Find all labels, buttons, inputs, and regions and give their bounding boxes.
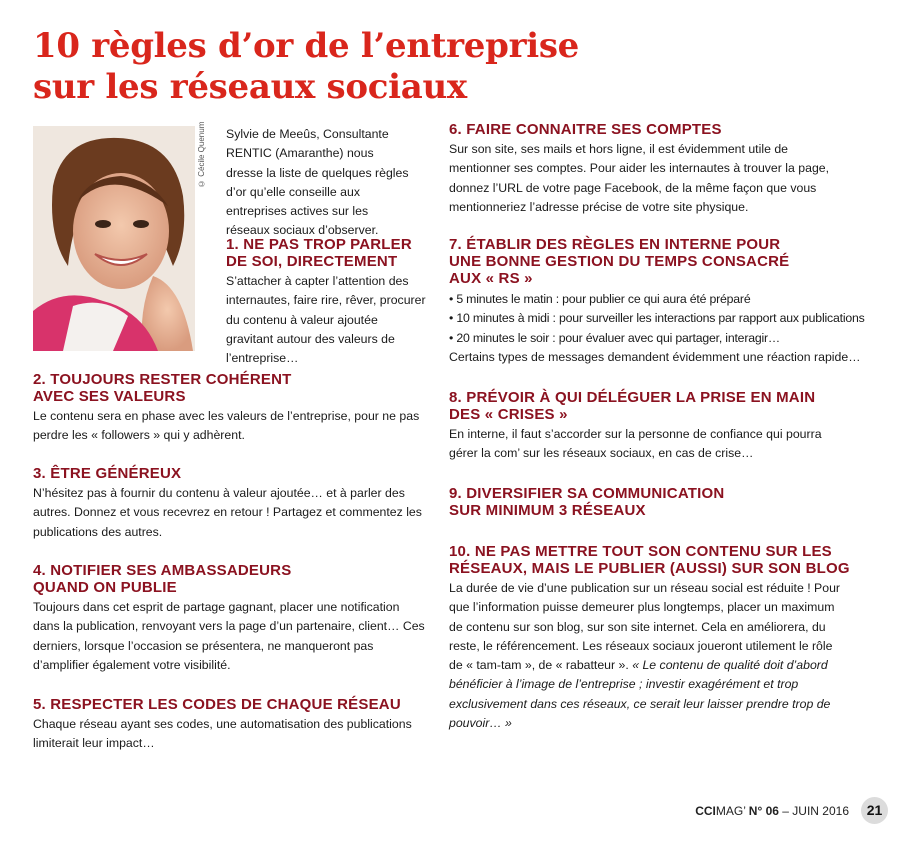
rule-heading-line: DE SOI, DIRECTEMENT xyxy=(226,253,398,270)
rule-heading-line: DES « CRISES » xyxy=(449,406,568,423)
rule-body-text: La durée de vie d’une publication sur un réseau social est réduite ! Pour que l’information puisse demeurer plus longtemps, placer un maximum de contenu sur son blog, sur son site internet. Cela en améliorera, du reste, le référencement. Les réseaux sociaux joueront utilement le rôle de « tam-tam », de « rabatteur ». xyxy=(449,581,841,673)
rule-heading-line: AUX « RS » xyxy=(449,270,533,287)
article-title xyxy=(33,26,579,108)
rule-body xyxy=(449,579,841,733)
rule-body: Certains types de messages demandent évidemment une réaction rapide… xyxy=(449,349,861,364)
rule-heading xyxy=(449,543,850,577)
rule-heading xyxy=(226,236,426,270)
rule-3 xyxy=(33,465,428,542)
rule-heading-line: 3. ÊTRE GÉNÉREUX xyxy=(33,465,182,482)
rule-1 xyxy=(226,236,426,368)
rule-2 xyxy=(33,371,428,446)
rule-6 xyxy=(449,121,841,217)
rule-quote: « Le contenu de qualité doit d’abord bénéficier à l’image de l’entreprise ; investir exagérément et trop exclusivement dans ces réseaux, ce serait leur laisser prendre trop de pouvoir… » xyxy=(449,658,831,731)
rule-heading xyxy=(33,696,428,713)
rule-heading-line: 4. NOTIFIER SES AMBASSADEURS xyxy=(33,562,292,579)
footer-brand: CCI xyxy=(695,804,716,818)
rule-7 xyxy=(449,236,865,367)
rule-heading-line: QUAND ON PUBLIE xyxy=(33,579,177,596)
page-number: 21 xyxy=(861,797,888,824)
rule-heading-line: 6. FAIRE CONNAITRE SES COMPTES xyxy=(449,121,722,138)
rule-body: S’attacher à capter l’attention des internautes, faire rire, rêver, procurer du contenu à valeur ajoutée gravitant autour des valeurs de l’entreprise… xyxy=(226,274,426,366)
footer-issue-number: N° 06 xyxy=(748,804,779,818)
rule-heading xyxy=(33,371,428,405)
list-item: • 20 minutes le soir : pour évaluer avec qui partager, interagir… xyxy=(449,330,781,345)
title-line-2: sur les réseaux sociaux xyxy=(33,67,467,107)
rule-heading xyxy=(33,562,428,596)
rule-heading xyxy=(449,389,841,423)
title-line-1: 10 règles d’or de l’entreprise xyxy=(33,26,580,66)
rule-body: En interne, il faut s’accorder sur la personne de confiance qui pourra gérer la com’ sur les réseaux sociaux, en cas de crise… xyxy=(449,427,822,461)
intro-text: Sylvie de Meeûs, Consultante RENTIC (Amaranthe) nous dresse la liste de quelques règles d’or qu’elle conseille aux entreprises actives sur les réseaux sociaux d’observer. xyxy=(226,127,409,238)
rule-heading-line: 9. DIVERSIFIER SA COMMUNICATION xyxy=(449,485,725,502)
rule-heading-line: 2. TOUJOURS RESTER COHÉRENT xyxy=(33,371,292,388)
footer-mag: MAG’ xyxy=(715,804,746,818)
rule-9 xyxy=(449,485,841,519)
rule-heading-line: 7. ÉTABLIR DES RÈGLES EN INTERNE POUR xyxy=(449,236,781,253)
rule-heading-line: SUR MINIMUM 3 RÉSEAUX xyxy=(449,502,646,519)
rule-body: Toujours dans cet esprit de partage gagnant, placer une notification dans la publication, renvoyant vers la page d’un partenaire, client… Ces derniers, lorsque l’occasion se présentera, ne manqueront pas d’amplifier également votre visibilité. xyxy=(33,600,425,672)
rule-10 xyxy=(449,543,850,733)
rule-heading-line: 8. PRÉVOIR À QUI DÉLÉGUER LA PRISE EN MAIN xyxy=(449,389,816,406)
rule-4 xyxy=(33,562,428,675)
rule-5 xyxy=(33,696,428,754)
list-item: • 5 minutes le matin : pour publier ce qui aura été préparé xyxy=(449,292,751,306)
rule-body: Le contenu sera en phase avec les valeurs de l’entreprise, pour ne pas perdre les « followers » qui y adhèrent. xyxy=(33,409,420,443)
rule-heading-line: RÉSEAUX, MAIS LE PUBLIER (AUSSI) SUR SON BLOG xyxy=(449,560,850,577)
rule-body: N’hésitez pas à fournir du contenu à valeur ajoutée… et à parler des autres. Donnez et vous recevrez en retour ! Partagez et commentez les publications des autres. xyxy=(33,486,422,539)
time-bullets xyxy=(449,290,865,348)
rule-heading-line: UNE BONNE GESTION DU TEMPS CONSACRÉ xyxy=(449,253,790,270)
rule-body: Sur son site, ses mails et hors ligne, il est évidemment utile de mentionner ses comptes. Pour aider les internautes à trouver la page, donnez l’URL de votre page Facebook, de la même façon que vous mentionneriez l’adresse précise de votre site physique. xyxy=(449,142,830,214)
rule-heading xyxy=(449,485,841,519)
rule-heading-line: 10. NE PAS METTRE TOUT SON CONTENU SUR LES xyxy=(449,543,832,560)
list-item: • 10 minutes à midi : pour surveiller les interactions par rapport aux publications xyxy=(449,311,865,326)
rule-heading-line: 5. RESPECTER LES CODES DE CHAQUE RÉSEAU xyxy=(33,696,401,713)
portrait-photo xyxy=(33,126,195,351)
rule-heading-line: AVEC SES VALEURS xyxy=(33,388,186,405)
footer-issue xyxy=(695,804,849,818)
rule-heading xyxy=(33,465,428,482)
rule-heading xyxy=(449,236,841,287)
photo-credit: © Cécile Quenum xyxy=(197,121,206,188)
rule-body: Chaque réseau ayant ses codes, une automatisation des publications limiterait leur impact… xyxy=(33,717,412,751)
rule-heading xyxy=(449,121,841,138)
rule-8 xyxy=(449,389,841,464)
rule-heading-line: 1. NE PAS TROP PARLER xyxy=(226,236,412,253)
footer-date: – JUIN 2016 xyxy=(782,804,849,818)
